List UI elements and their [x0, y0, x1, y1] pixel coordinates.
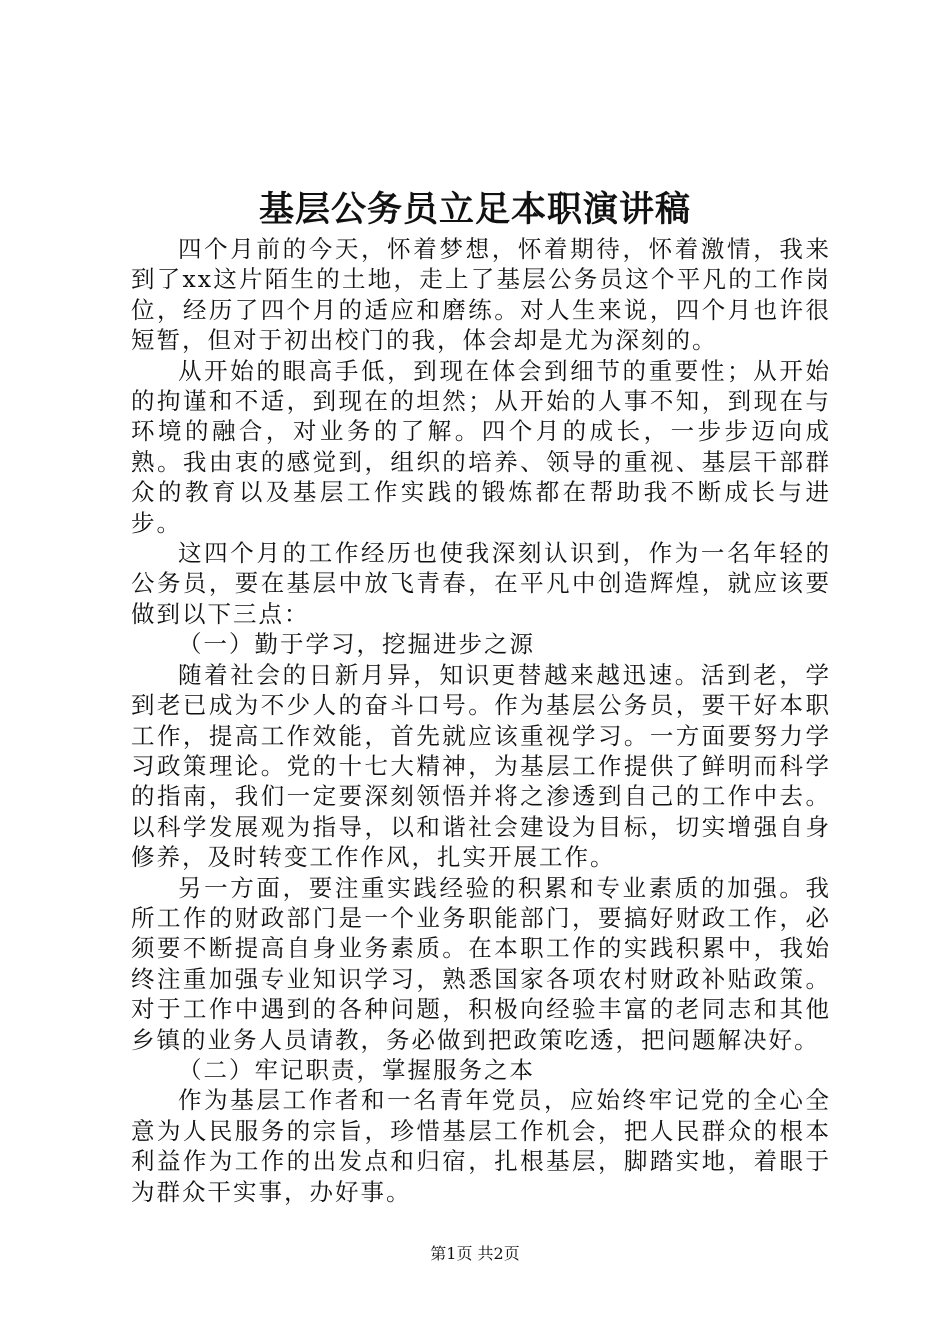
document-body: [131, 234, 831, 1207]
section-heading: （二）牢记职责，掌握服务之本: [178, 1055, 535, 1084]
paragraph: 随着社会的日新月异，知识更替越来越迅速。活到老，学到老已成为不少人的奋斗口号。作为基层公务员，要干好本职工作，提高工作效能，首先就应该重视学习。一方面要努力学习政策理论。党的十七大精神，为基层工作提供了鲜明而科学的指南，我们一定要深刻领悟并将之渗透到自己的工作中去。以科学发展观为指导，以和谐社会建设为目标，切实增强自身修养，及时转变工作作风，扎实开展工作。: [131, 660, 831, 872]
paragraph: 作为基层工作者和一名青年党员，应始终牢记党的全心全意为人民服务的宗旨，珍惜基层工作机会，把人民群众的根本利益作为工作的出发点和归宿，扎根基层，脚踏实地，着眼于为群众干实事，办好事。: [131, 1086, 831, 1206]
section-heading: （一）勤于学习，挖掘进步之源: [178, 630, 535, 659]
document-title: 基层公务员立足本职演讲稿: [258, 189, 691, 230]
paragraph: 从开始的眼高手低，到现在体会到细节的重要性；从开始的拘谨和不适，到现在的坦然；从开始的人事不知，到现在与环境的融合，对业务的了解。四个月的成长，一步步迈向成熟。我由衷的感觉到，组织的培养、领导的重视、基层干部群众的教育以及基层工作实践的锻炼都在帮助我不断成长与进步。: [131, 356, 831, 537]
paragraph: 四个月前的今天，怀着梦想，怀着期待，怀着激情，我来到了xx这片陌生的土地，走上了基层公务员这个平凡的工作岗位，经历了四个月的适应和磨练。对人生来说，四个月也许很短暂，但对于初出校门的我，体会却是尤为深刻的。: [131, 235, 831, 355]
paragraph: 另一方面，要注重实践经验的积累和专业素质的加强。我所工作的财政部门是一个业务职能部门，要搞好财政工作，必须要不断提高自身业务素质。在本职工作的实践积累中，我始终注重加强专业知识学习，熟悉国家各项农村财政补贴政策。对于工作中遇到的各种问题，积极向经验丰富的老同志和其他乡镇的业务人员请教，务必做到把政策吃透，把问题解决好。: [131, 873, 831, 1054]
paragraph: 这四个月的工作经历也使我深刻认识到，作为一名年轻的公务员，要在基层中放飞青春，在平凡中创造辉煌，就应该要做到以下三点：: [131, 539, 831, 628]
page-footer: 第1页 共2页: [430, 1244, 520, 1263]
